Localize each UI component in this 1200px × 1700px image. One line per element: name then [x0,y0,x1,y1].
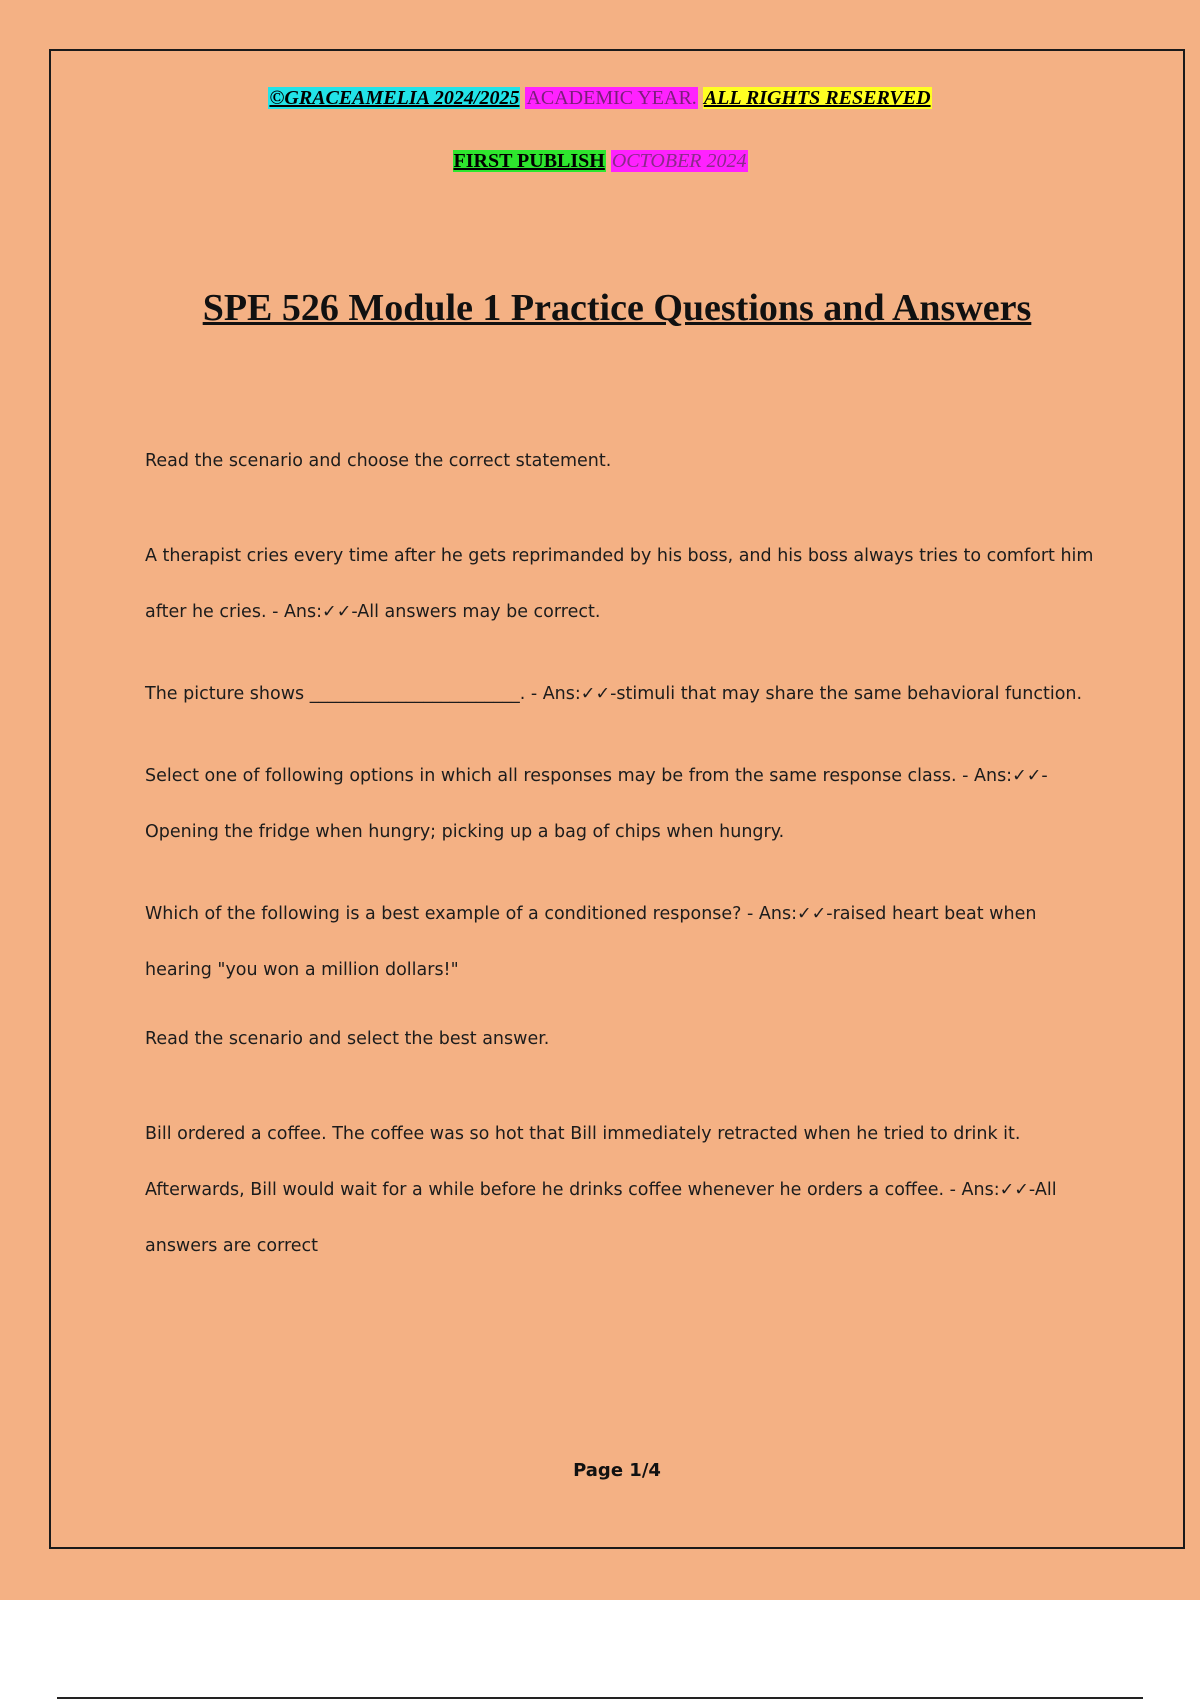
publish-date-text: OCTOBER 2024 [611,150,747,172]
paragraph: Read the scenario and select the best answer. [145,1029,550,1049]
paragraph: Bill ordered a coffee. The coffee was so hot that Bill immediately retracted when he tried to drink it. Afterwards, Bill would wait for a while before he drinks coffee whenever he orders a coffee. - Ans:✓✓-All answers are correct [145,1124,1057,1256]
paragraph: Which of the following is a best example of a conditioned response? - Ans:✓✓-raised heart beat when hearing "you won a million dollars!" [145,904,1037,980]
next-page-divider [57,1697,1143,1699]
academic-year-text: ACADEMIC YEAR. [526,87,697,109]
copyright-line [0,85,1200,111]
paragraph: The picture shows ________________________. - Ans:✓✓-stimuli that may share the same behavioral function. [145,684,1083,704]
document-title: SPE 526 Module 1 Practice Questions and Answers [202,287,1032,329]
page-number: Page 1/4 [573,1460,661,1481]
publish-line [0,148,1200,174]
paragraph: Select one of following options in which all responses may be from the same response class. - Ans:✓✓-Opening the fridge when hungry; picking up a bag of chips when hungry. [145,766,1048,842]
first-publish-text: FIRST PUBLISH [453,150,605,172]
rights-text: ALL RIGHTS RESERVED [703,87,931,109]
paragraph: Read the scenario and choose the correct statement. [145,451,612,471]
paragraph: A therapist cries every time after he gets reprimanded by his boss, and his boss always tries to comfort him after he cries. - Ans:✓✓-All answers may be correct. [145,546,1094,622]
document-body [145,446,1105,1300]
copyright-text: ©GRACEAMELIA 2024/2025 [269,87,520,109]
